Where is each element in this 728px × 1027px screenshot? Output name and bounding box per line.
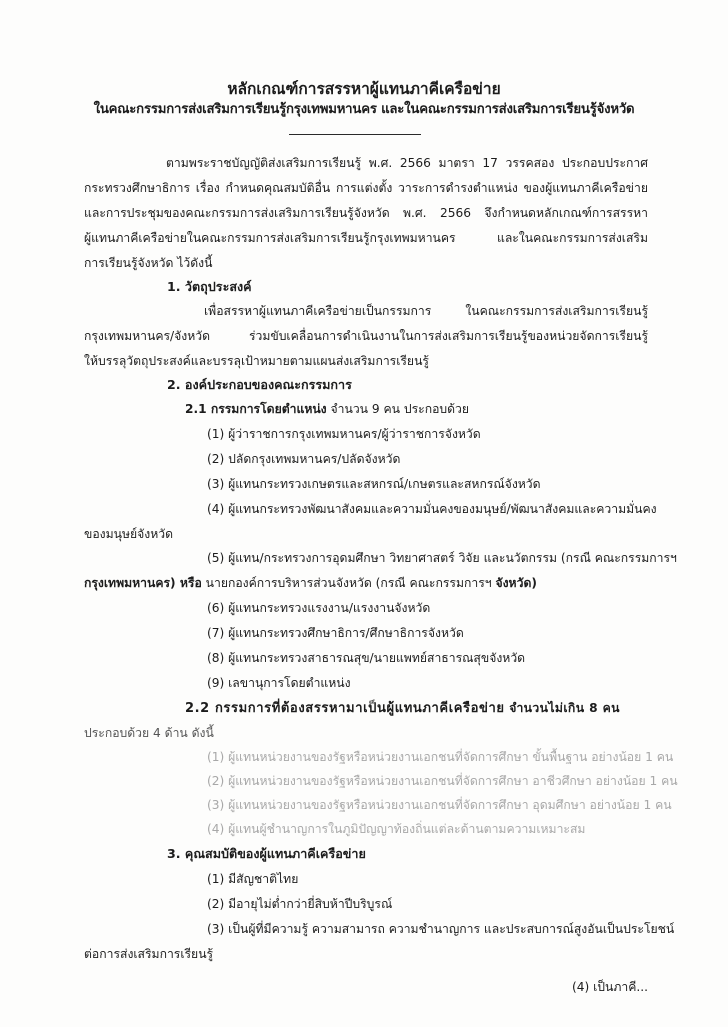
- list-item: (3) เป็นผู้ที่มีความรู้ ความสามารถ ความชำนาญการ และประสบการณ์สูงอันเป็นประโยชน์: [207, 922, 675, 936]
- section-2-2-heading: 2.2 กรรมการที่ต้องสรรหามาเป็นผู้แทนภาคีเครือข่าย: [185, 701, 505, 716]
- item-5-bangkok: กรุงเทพมหานคร) หรือ: [84, 576, 202, 590]
- section-1-heading: 1. วัตถุประสงค์: [167, 279, 252, 294]
- intro-line-3: และการประชุมของคณะกรรมการส่งเสริมการเรียนรู้จังหวัด พ.ศ. 2566 จึงกำหนดหลักเกณฑ์การสรรหา: [84, 206, 648, 220]
- list-item: (4) ผู้แทนกระทรวงพัฒนาสังคมและความมั่นคงของมนุษย์/พัฒนาสังคมและความมั่นคง: [207, 502, 657, 516]
- section-2-1-heading-rest: จำนวน 9 คน ประกอบด้วย: [326, 402, 470, 416]
- section-3-heading: 3. คุณสมบัติของผู้แทนภาคีเครือข่าย: [167, 846, 366, 861]
- list-item: (9) เลขานุการโดยตำแหน่ง: [207, 676, 351, 690]
- list-item-continuation: ของมนุษย์จังหวัด: [84, 527, 174, 541]
- list-item: (3) ผู้แทนกระทรวงเกษตรและสหกรณ์/เกษตรและสหกรณ์จังหวัด: [207, 477, 541, 491]
- section-1-line-2: กรุงเทพมหานคร/จังหวัด ร่วมขับเคลื่อนการดำเนินงานในการส่งเสริมการเรียนรู้ของหน่วยจัดการเรียนรู้: [84, 329, 648, 343]
- section-2-2-heading-rest: จำนวนไม่เกิน 8 คน: [504, 701, 620, 715]
- item-5-province: จังหวัด): [495, 576, 537, 590]
- section-1-line-1: เพื่อสรรหาผู้แทนภาคีเครือข่ายเป็นกรรมการ ในคณะกรรมการส่งเสริมการเรียนรู้: [204, 304, 648, 318]
- section-2-2-heading-line: [185, 699, 728, 718]
- list-item: (4) ผู้แทนผู้ชำนาญการในภูมิปัญญาท้องถิ่นแต่ละด้านตามความเหมาะสม: [207, 822, 586, 836]
- document-subtitle: ในคณะกรรมการส่งเสริมการเรียนรู้กรุงเทพมหานคร และในคณะกรรมการส่งเสริมการเรียนรู้จังหวัด: [93, 102, 635, 117]
- list-item: (1) ผู้แทนหน่วยงานของรัฐหรือหน่วยงานเอกชนที่จัดการศึกษา ขั้นพื้นฐาน อย่างน้อย 1 คน: [207, 750, 674, 764]
- item-5-middle: นายกองค์การบริหารส่วนจังหวัด (กรณี คณะกรรมการฯ: [201, 576, 496, 590]
- list-item: (2) ปลัดกรุงเทพมหานคร/ปลัดจังหวัด: [207, 452, 401, 466]
- intro-line-2: กระทรวงศึกษาธิการ เรื่อง กำหนดคุณสมบัติอื่น การแต่งตั้ง วาระการดำรงตำแหน่ง ของผู้แทนภาคีเครือข่าย: [84, 181, 648, 195]
- list-item: (1) ผู้ว่าราชการกรุงเทพมหานคร/ผู้ว่าราชการจังหวัด: [207, 427, 481, 441]
- page-continuation: (4) เป็นภาคี...: [571, 980, 648, 994]
- list-item: (2) มีอายุไม่ต่ำกว่ายี่สิบห้าปีบริบูรณ์: [207, 897, 393, 911]
- section-2-2-line-2: ประกอบด้วย 4 ด้าน ดังนี้: [84, 726, 214, 740]
- section-2-1-heading: 2.1 กรรมการโดยตำแหน่ง: [185, 402, 327, 416]
- list-item: (5) ผู้แทน/กระทรวงการอุดมศึกษา วิทยาศาสตร์ วิจัย และนวัตกรรม (กรณี คณะกรรมการฯ: [207, 551, 677, 565]
- list-item: (1) มีสัญชาติไทย: [207, 872, 299, 886]
- list-item-continuation: [84, 574, 728, 592]
- list-item: (8) ผู้แทนกระทรวงสาธารณสุข/นายแพทย์สาธารณสุขจังหวัด: [207, 651, 526, 665]
- list-item: (6) ผู้แทนกระทรวงแรงงาน/แรงงานจังหวัด: [207, 601, 431, 615]
- intro-line-1: ตามพระราชบัญญัติส่งเสริมการเรียนรู้ พ.ศ. 2566 มาตรา 17 วรรคสอง ประกอบประกาศ: [166, 156, 648, 170]
- list-item-continuation: ต่อการส่งเสริมการเรียนรู้: [84, 947, 214, 961]
- title-underline: [289, 134, 421, 135]
- intro-line-5: การเรียนรู้จังหวัด ไว้ดังนี้: [84, 256, 213, 270]
- section-1-line-3: ให้บรรลุวัตถุประสงค์และบรรลุเป้าหมายตามแผนส่งเสริมการเรียนรู้: [84, 354, 429, 368]
- section-2-heading: 2. องค์ประกอบของคณะกรรมการ: [167, 377, 352, 392]
- intro-line-4: ผู้แทนภาคีเครือข่ายในคณะกรรมการส่งเสริมการเรียนรู้กรุงเทพมหานคร และในคณะกรรมการส่งเสริม: [84, 231, 648, 245]
- document-title: หลักเกณฑ์การสรรหาผู้แทนภาคีเครือข่าย: [227, 80, 501, 98]
- list-item: (3) ผู้แทนหน่วยงานของรัฐหรือหน่วยงานเอกชนที่จัดการศึกษา อุดมศึกษา อย่างน้อย 1 คน: [207, 798, 672, 812]
- section-2-1-heading-line: [185, 400, 728, 418]
- list-item: (2) ผู้แทนหน่วยงานของรัฐหรือหน่วยงานเอกชนที่จัดการศึกษา อาชีวศึกษา อย่างน้อย 1 คน: [207, 774, 678, 788]
- list-item: (7) ผู้แทนกระทรวงศึกษาธิการ/ศึกษาธิการจังหวัด: [207, 626, 464, 640]
